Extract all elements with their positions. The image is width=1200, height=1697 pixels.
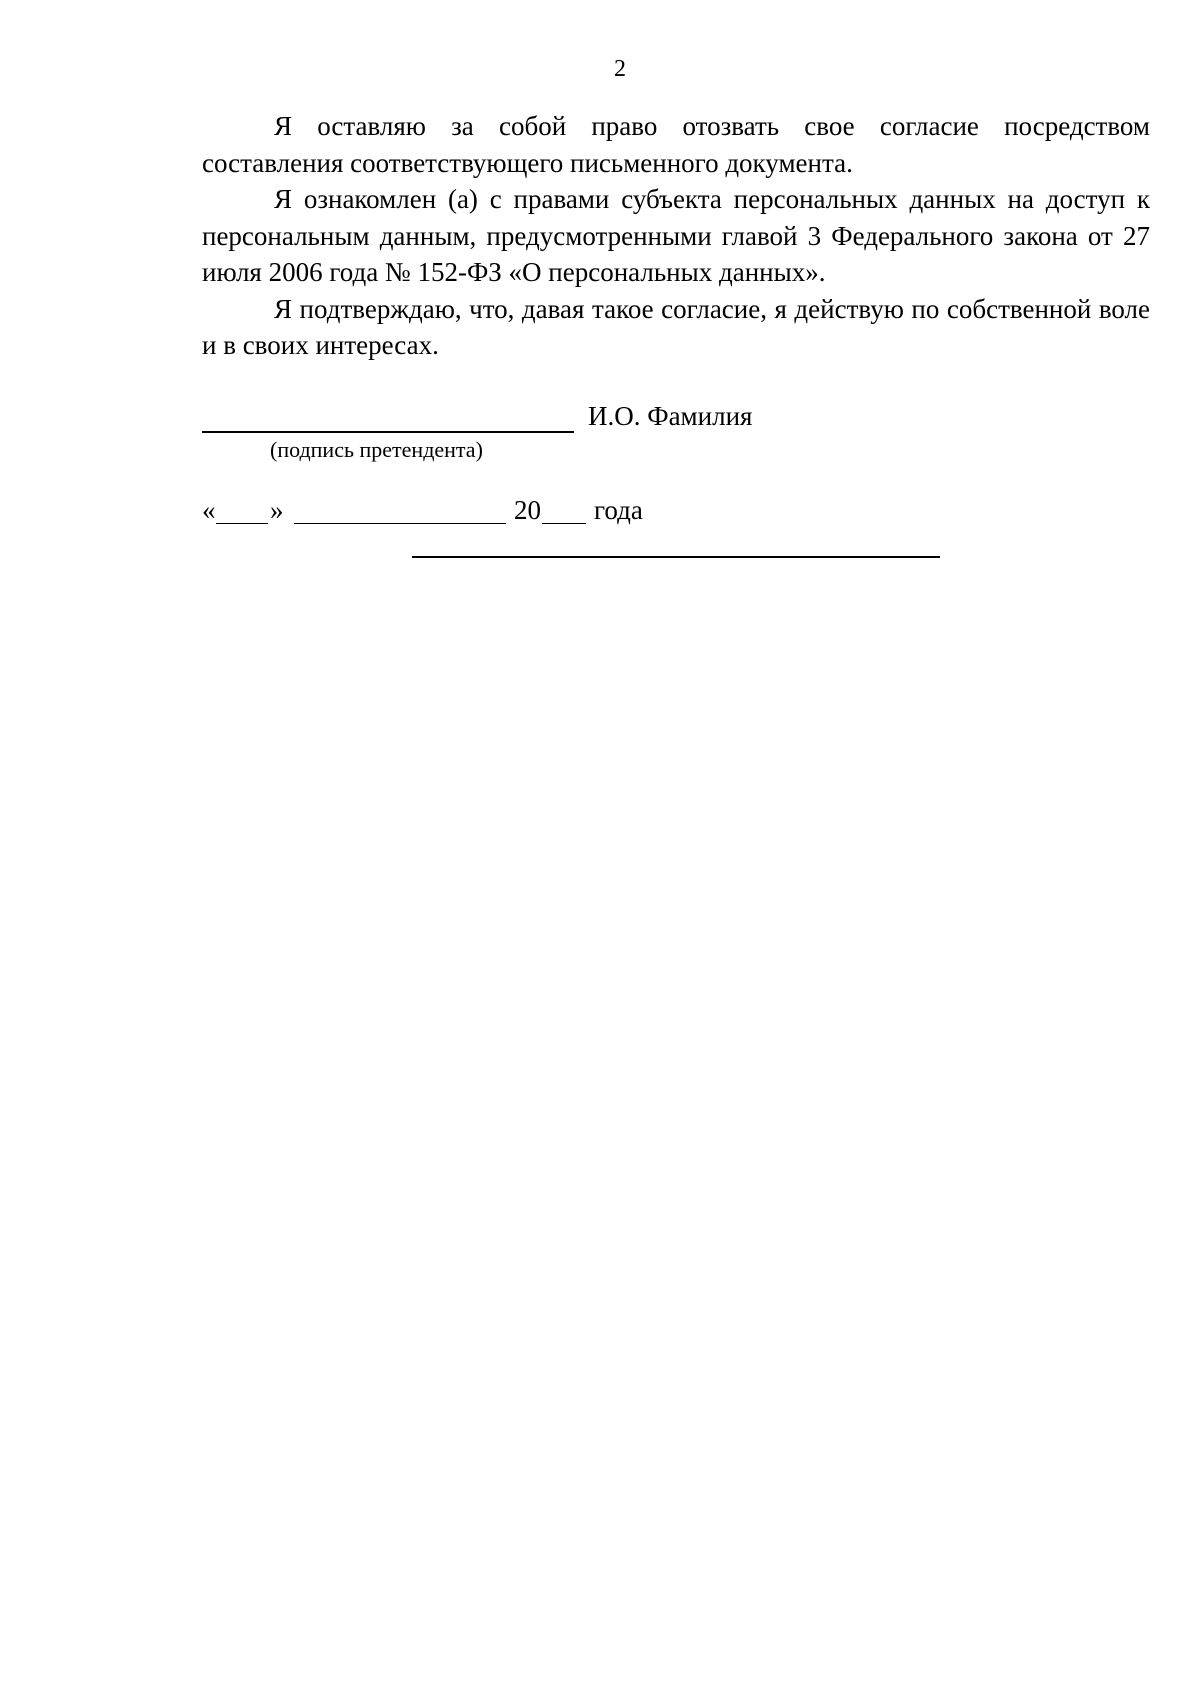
date-close-quote: » xyxy=(270,495,284,525)
signature-row xyxy=(202,398,1002,434)
signature-caption: (подпись претендента) xyxy=(270,437,483,462)
date-open-quote: « xyxy=(202,495,216,525)
closing-rule xyxy=(412,556,940,558)
year-prefix: 20 xyxy=(514,495,541,525)
document-body xyxy=(202,108,1150,364)
paragraph-free-will: Я подтверждаю, что, давая такое согласие, я действую по собственной воле и в своих интересах. xyxy=(202,293,1150,360)
year-word: года xyxy=(594,495,643,525)
signature-line xyxy=(202,431,574,433)
page-number: 2 xyxy=(614,56,626,82)
month-blank xyxy=(294,523,506,524)
day-blank xyxy=(216,523,268,524)
signer-name: И.О. Фамилия xyxy=(588,401,753,431)
year-blank xyxy=(542,523,586,524)
paragraph-withdraw-consent: Я оставляю за собой право отозвать свое согласие посредством составления соответствующего письменного документа. xyxy=(202,111,1150,178)
paragraph-rights-acknowledgement: Я ознакомлен (а) с правами субъекта персональных данных на доступ к персональным данным, предусмотренными главой 3 Федерального закона от 27 июля 2006 года № 152-ФЗ «О персональных данных». xyxy=(202,184,1150,287)
date-row xyxy=(202,492,802,528)
